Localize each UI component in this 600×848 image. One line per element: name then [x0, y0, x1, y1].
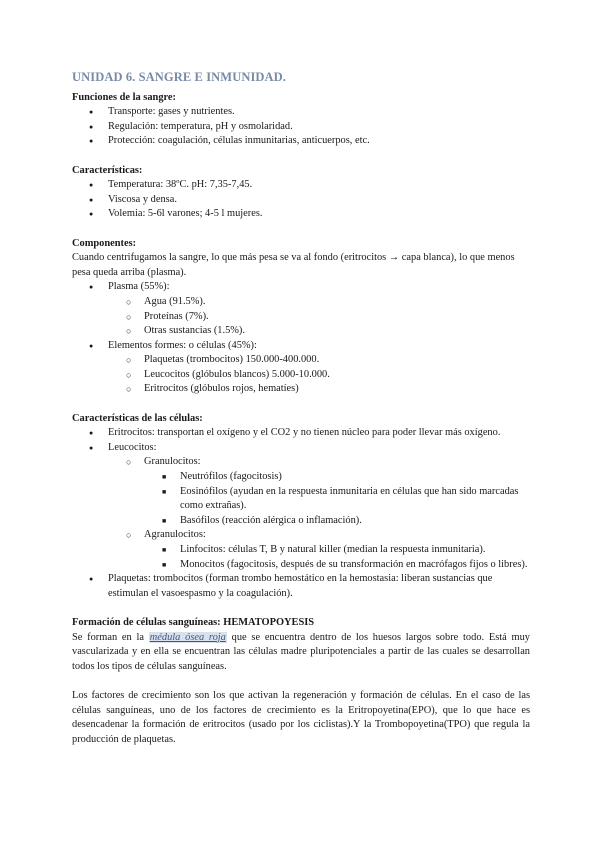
list-item: ○ Eritrocitos (glóbulos rojos, hematíes) [108, 382, 530, 397]
list-item: ○ Proteínas (7%). [108, 310, 530, 325]
list-item: ● Regulación: temperatura, pH y osmolaridad. [72, 120, 530, 135]
list-item: ○ Leucocitos (glóbulos blancos) 5.000-10.000. [108, 368, 530, 383]
list-item-agranulocitos [108, 528, 530, 572]
highlighted-term: médula ósea roja [149, 631, 226, 643]
formacion-paragraph-2: Los factores de crecimiento son los que activan la regeneración y formación de células. En el caso de las células sanguíneas, uno de los factores de crecimiento es la Eritropoyetina(EPO), que lo que hace es desencadenar la formación de eritrocitos (usado por los ciclistas).Y la Trombopoyetina(TPO) que regula la producción de plaquetas. [72, 689, 530, 745]
list-item: ● Transporte: gases y nutrientes. [72, 105, 530, 120]
componentes-intro: Cuando centrifugamos la sangre, lo que más pesa se va al fondo (eritrocitos → capa blanca), lo que menos pesa queda arriba (plasma). [72, 252, 515, 278]
section-heading-funciones: Funciones de la sangre: [72, 91, 177, 103]
list-item-plasma [72, 280, 530, 338]
list-item: ■ Eosinófilos (ayudan en la respuesta inmunitaria en células que han sido marcadas como extrañas). [144, 485, 530, 514]
list-item-granulocitos [108, 455, 530, 528]
list-item: ● Viscosa y densa. [72, 193, 530, 208]
list-item-formes [72, 339, 530, 397]
plasma-label: Plasma (55%): [108, 281, 170, 293]
section-heading-caracteristicas: Características: [72, 164, 143, 176]
list-item-eritrocitos: ● Eritrocitos: transportan el oxígeno y el CO2 y no tienen núcleo para poder llevar más oxígeno. [72, 426, 530, 441]
list-item: ■ Monocitos (fagocitosis, después de su transformación en macrófagos fijos o libres). [144, 558, 530, 573]
agranulocitos-label: Agranulocitos: [144, 529, 206, 541]
list-funciones [72, 105, 530, 149]
list-item: ○ Otras sustancias (1.5%). [108, 324, 530, 339]
section-heading-formacion: Formación de células sanguíneas: HEMATOPOYESIS [72, 616, 315, 628]
list-formes [108, 353, 530, 397]
leucocitos-label: Leucocitos: [108, 441, 157, 453]
formacion-paragraph-1 [72, 631, 530, 675]
list-item: ■ Linfocitos: células T, B y natural killer (median la respuesta inmunitaria). [144, 543, 530, 558]
list-caracteristicas [72, 178, 530, 222]
list-agranulocitos [144, 543, 530, 572]
list-item: ● Protección: coagulación, células inmunitarias, anticuerpos, etc. [72, 134, 530, 149]
list-item: ○ Agua (91.5%). [108, 295, 530, 310]
list-item-plaquetas: ● Plaquetas: trombocitos (forman trombo hemostático en la hemostasia: liberan sustancias que estimulan el vasoespasmo y la coagulación). [72, 572, 530, 601]
list-item-leucocitos [72, 441, 530, 572]
list-item: ● Temperatura: 38ºC. pH: 7,35-7,45. [72, 178, 530, 193]
list-item: ■ Basófilos (reacción alérgica o inflamación). [144, 514, 530, 529]
section-heading-celulas: Características de las células: [72, 412, 203, 424]
list-celulas [72, 426, 530, 601]
formacion-text: Se forman en la [72, 631, 149, 643]
list-leucocitos [108, 455, 530, 572]
list-item: ○ Plaquetas (trombocitos) 150.000-400.000. [108, 353, 530, 368]
formes-label: Elementos formes: o células (45%): [108, 339, 257, 351]
list-item: ● Volemia: 5-6l varones; 4-5 l mujeres. [72, 207, 530, 222]
formacion-text: que se encuentra dentro de los huesos largos sobre todo. Está muy vascularizada y en ella se encuentran las células madre pluripotenciales a partir de las cuales se desarrollan todos los tipos de células sanguíneas. [72, 631, 531, 672]
page-title: UNIDAD 6. SANGRE E INMUNIDAD. [72, 70, 287, 84]
section-heading-componentes: Componentes: [72, 237, 137, 249]
list-plasma [108, 295, 530, 339]
list-granulocitos [144, 470, 530, 528]
document-page [72, 70, 530, 747]
list-componentes [72, 280, 530, 397]
list-item: ■ Neutrófilos (fagocitosis) [144, 470, 530, 485]
granulocitos-label: Granulocitos: [144, 456, 201, 468]
